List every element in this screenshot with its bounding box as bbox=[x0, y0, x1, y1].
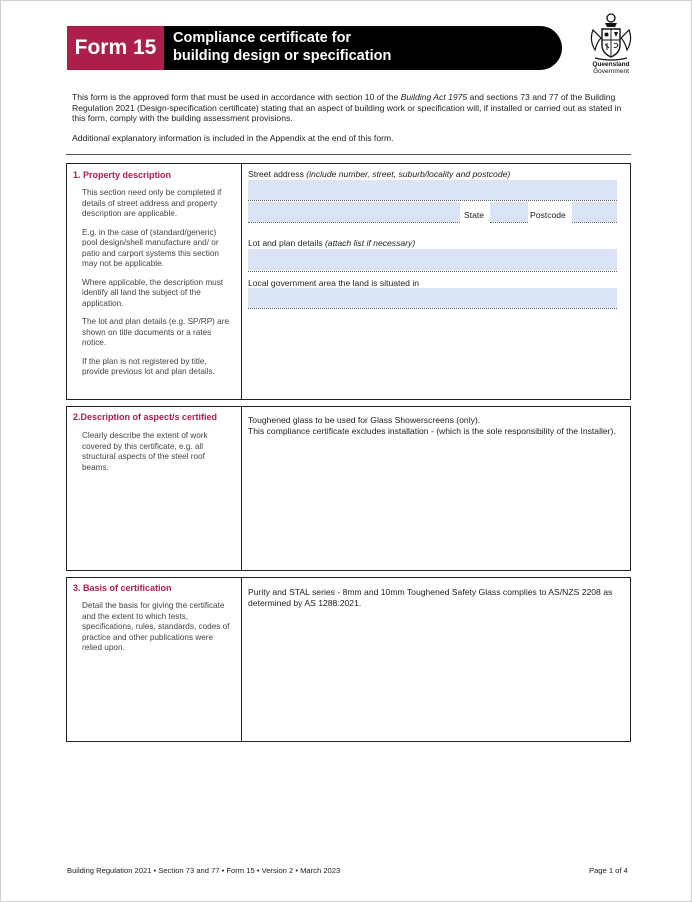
logo-queensland-text: Queensland bbox=[592, 61, 630, 68]
state-input[interactable] bbox=[490, 202, 528, 222]
lot-plan-underline bbox=[248, 271, 617, 272]
lot-plan-label bbox=[248, 238, 415, 248]
street-address-underline bbox=[248, 200, 617, 201]
street-address-label bbox=[248, 169, 510, 179]
intro-act-name: Building Act 1975 bbox=[400, 92, 468, 102]
column-divider bbox=[241, 164, 242, 399]
column-divider bbox=[241, 578, 242, 741]
section2-help: Clearly describe the extent of work covered by this certificate, e.g. all structural aspects of the steel roof beams. bbox=[82, 431, 208, 472]
intro-paragraph bbox=[72, 92, 627, 124]
section-aspects-certified bbox=[66, 406, 631, 571]
form-number-badge: Form 15 bbox=[67, 26, 164, 70]
header-rule bbox=[66, 154, 631, 155]
section1-title: 1. Property description bbox=[73, 170, 172, 180]
help-paragraph: Where applicable, the description must identify all land the subject of the application. bbox=[82, 277, 224, 308]
intro-text-a: This form is the approved form that must be used in accordance with section 10 of the bbox=[72, 92, 401, 102]
aspects-line2: This compliance certificate excludes installation - (which is the sole responsibility of the Installer). bbox=[248, 425, 616, 436]
logo-government-text: Government bbox=[593, 68, 629, 75]
state-underline bbox=[490, 222, 528, 223]
basis-certification-field[interactable]: Purity and STAL series - 8mm and 10mm Toughened Safety Glass complies to AS/NZS 2208 as determined by AS 1288:2021. bbox=[248, 587, 613, 608]
help-paragraph: E.g. in the case of (standard/generic) pool design/shell manufacture and/ or patio and carport systems this section may not be applicable. bbox=[82, 227, 219, 268]
aspects-line1: Toughened glass to be used for Glass Showerscreens (only). bbox=[248, 415, 481, 425]
street-address-line2-input[interactable] bbox=[248, 202, 460, 222]
form-title-line1: Compliance certificate for bbox=[173, 30, 352, 46]
street-label-hint: (include number, street, suburb/locality and postcode) bbox=[306, 169, 511, 179]
aspects-certified-field[interactable] bbox=[248, 415, 620, 436]
form-title bbox=[173, 29, 391, 65]
page-number: Page 1 of 4 bbox=[589, 866, 628, 875]
lot-plan-input[interactable] bbox=[248, 249, 617, 270]
intro-text-b: and sections 73 and 77 of the Building Regulation 2021 (Design-specification certificate) stating that an aspect of building work or specification will, if installed or carried out as stated in this form, comply with the building assessment provisions. bbox=[72, 92, 622, 123]
street-address-line2-underline bbox=[248, 222, 460, 223]
intro-appendix-note: Additional explanatory information is included in the Appendix at the end of this form. bbox=[72, 133, 394, 143]
state-label: State bbox=[464, 210, 485, 220]
postcode-input[interactable] bbox=[572, 202, 617, 222]
lga-input[interactable] bbox=[248, 288, 617, 308]
street-address-input[interactable] bbox=[248, 180, 617, 200]
postcode-label: Postcode bbox=[530, 210, 566, 220]
section2-title: 2.Description of aspect/s certified bbox=[73, 412, 218, 422]
lot-label-text: Lot and plan details bbox=[248, 238, 325, 248]
form-title-line2: building design or specification bbox=[173, 48, 392, 64]
section-property-description bbox=[66, 163, 631, 400]
section3-help: Detail the basis for giving the certificate and the extent to which tests, specifications, rules, standards, codes of practice and other publications were relied upon. bbox=[82, 601, 230, 652]
help-paragraph: This section need only be completed if details of street address and property description are applicable. bbox=[82, 188, 222, 218]
section-basis-of-certification bbox=[66, 577, 631, 742]
lga-underline bbox=[248, 308, 617, 309]
section1-help bbox=[82, 188, 232, 386]
lga-label: Local government area the land is situated in bbox=[248, 278, 420, 288]
help-paragraph: If the plan is not registered by title, provide previous lot and plan details. bbox=[82, 356, 215, 376]
help-paragraph: The lot and plan details (e.g. SP/RP) are shown on title documents or a rates notice. bbox=[82, 317, 229, 347]
lot-label-hint: (attach list if necessary) bbox=[324, 238, 416, 248]
section3-title: 3. Basis of certification bbox=[73, 583, 172, 593]
footer-reference: Building Regulation 2021 • Section 73 and 77 • Form 15 • Version 2 • March 2023 bbox=[67, 866, 341, 875]
column-divider bbox=[241, 407, 242, 570]
street-label-text: Street address bbox=[248, 169, 307, 179]
postcode-underline bbox=[572, 222, 617, 223]
